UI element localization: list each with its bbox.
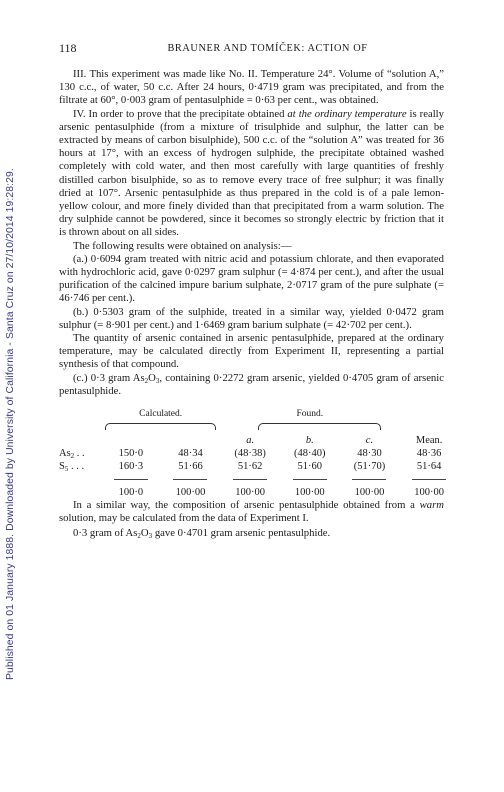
paragraph-warm-solution — [59, 499, 444, 525]
table-blank — [59, 486, 101, 499]
table-blank — [59, 408, 101, 421]
col-header-mean: Mean. — [415, 435, 443, 447]
emphasis-text: at the ordinary temperature — [287, 107, 407, 120]
table-cell: (48·40) — [294, 448, 326, 460]
table-cell: 48·34 — [178, 448, 203, 460]
col-header-b: b. — [305, 435, 314, 447]
paragraph-results-intro: The following results were obtained on analysis:— — [73, 239, 292, 252]
table-cell: 160·3 — [118, 461, 144, 473]
table-cell: 51·64 — [416, 461, 442, 473]
table-row — [59, 460, 459, 473]
leader-dots: . . . — [68, 461, 85, 473]
table-blank — [220, 408, 280, 421]
paragraph-experiment-1-result — [59, 527, 444, 540]
table-cell: 100·00 — [414, 487, 445, 499]
table-cell: 150·0 — [118, 448, 144, 460]
calculated-heading: Calculated. — [139, 409, 183, 420]
table-cell: 51·62 — [237, 461, 263, 473]
text-run: IV. In order to prove that the precipitate obtained — [73, 107, 288, 120]
table-cell: 100·00 — [354, 487, 385, 499]
found-brace — [220, 421, 399, 434]
running-head — [59, 40, 444, 56]
page-number: 118 — [59, 40, 77, 55]
text-run: gave 0·4701 gram arsenic pentasulphide. — [152, 527, 331, 540]
table-cell: 100·00 — [294, 487, 325, 499]
table-blank — [399, 421, 459, 434]
text-run: In a similar way, the composition of arsenic pentasulphide obtained from a — [73, 499, 420, 512]
sum-rule — [399, 473, 459, 486]
calculated-brace — [101, 421, 220, 434]
element-symbol: S — [59, 461, 65, 473]
sum-rule — [161, 473, 221, 486]
paragraph-analysis-a: (a.) 0·6094 gram treated with nitric acid and potassium chlorate, and then evaporated with hydrochloric acid, gave 0·0297 gram sulphur (= 4·874 per cent.), and after the usual purification of the calcined impure barium sulphate, 2·0717 gram of the pure sulphate (= 46·746 per cent.). — [59, 252, 444, 305]
table-cell: 51·66 — [178, 461, 203, 473]
leader-dots: . . — [74, 448, 85, 460]
text-run: is really arsenic pentasulphide (from a mixture of trisulphide and sulphur, the latter can be extracted by means of carbon bisulphide), 500 c.c. of the “solution A” was treated for 36 hours at 17°, with an excess of hydrogen sulphide, the precipitate obtained washed completely with cold water, and then most carefully with large quantities of freshly distilled carbon bisulphide, so as to remove every trace of free sulphur; it was finally dried at 107°. Arsenic pentasulphide as thus prepared in the cold is of a pale lemon-yellow colour, and more finely divided than that precipitated from a warm solution. The dry sulphide cannot be powdered, since it becomes so strongly electric by friction that it is thrown about on all sides. — [59, 107, 444, 239]
journal-page — [59, 40, 444, 541]
col-header-c: c. — [365, 435, 374, 447]
text-run: 0·3 gram of As — [73, 527, 138, 540]
row-label-sulphur — [59, 460, 101, 473]
table-cell: 51·60 — [297, 461, 323, 473]
table-blank — [101, 434, 220, 447]
paragraph-arsenic-quantity: The quantity of arsenic contained in arsenic pentasulphide, prepared at the ordinary temperature, may be calculated directly from Experiment II, representing a partial synthesis of that compound. — [59, 332, 444, 371]
table-blank — [340, 408, 459, 421]
subscript: 3 — [155, 376, 160, 385]
subscript: 3 — [148, 532, 153, 541]
table-cell: 100·00 — [175, 487, 206, 499]
subscript: 2 — [70, 452, 75, 461]
text-run: solution, may be calculated from the data of Experiment I. — [59, 512, 309, 525]
table-cell: 100·0 — [118, 487, 144, 499]
composition-table — [59, 408, 459, 499]
element-symbol: As — [59, 448, 71, 460]
subscript: 2 — [137, 532, 141, 541]
download-stamp-text: Published on 01 January 1888. Downloaded by University of California - Santa Cruz on 27/10/2014 19:28:29. — [5, 168, 16, 680]
table-cell: 48·36 — [416, 448, 442, 460]
article-body — [59, 68, 444, 541]
paragraph-analysis-b: (b.) 0·5303 gram of the sulphide, treated in a similar way, yielded 0·0472 gram sulphur (= 8·901 per cent.) and 1·6469 gram barium sulphate (= 42·702 per cent.). — [59, 305, 444, 331]
running-title: BRAUNER AND TOMÍČEK: ACTION OF — [167, 42, 368, 54]
text-run: , containing 0·2272 gram arsenic, yielded 0·4705 gram of arsenic pentasulphide. — [59, 371, 444, 397]
paragraph-experiment-4 — [59, 108, 444, 240]
sum-rule — [220, 473, 280, 486]
row-label-arsenic — [59, 447, 101, 460]
paragraph-analysis-c — [59, 372, 444, 398]
text-run: O — [148, 371, 156, 384]
text-run: O — [140, 527, 149, 540]
download-stamp — [5, 40, 19, 680]
table-cell: (51·70) — [353, 461, 386, 473]
paragraph-experiment-3: III. This experiment was made like No. II. Temperature 24°. Volume of “solution A,” 130 c.c., of water, 50 c.c. After 24 hours, 0·4719 gram was precipitated, and from the filtrate at 60°, 0·003 gram of pentasulphide = 0·63 per cent., was obtained. — [59, 68, 444, 107]
table-blank — [59, 473, 101, 486]
table-cell: 100·00 — [235, 487, 266, 499]
table-blank — [59, 434, 101, 447]
subscript: 2 — [144, 376, 149, 385]
table-cell: 48·30 — [357, 448, 382, 460]
table-total-row — [59, 486, 459, 499]
table-rules — [59, 473, 459, 486]
table-row — [59, 447, 459, 460]
sum-rule — [340, 473, 400, 486]
found-heading: Found. — [296, 409, 324, 420]
sum-rule — [101, 473, 161, 486]
text-run: (c.) 0·3 gram As — [73, 371, 145, 384]
table-blank — [59, 421, 101, 434]
subscript: 5 — [64, 465, 69, 474]
sum-rule — [280, 473, 340, 486]
col-header-a: a. — [246, 435, 255, 447]
table-cell: (48·38) — [234, 448, 266, 460]
emphasis-text: warm — [419, 499, 444, 512]
